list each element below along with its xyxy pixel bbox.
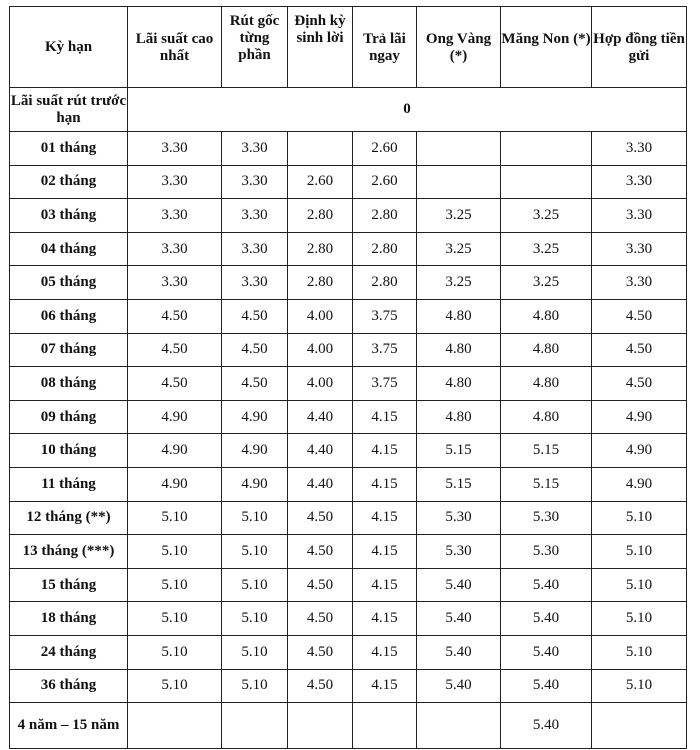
term-cell: 36 tháng xyxy=(10,669,128,703)
rate-cell: 3.75 xyxy=(353,333,417,367)
table-row xyxy=(10,299,687,333)
rate-cell xyxy=(222,703,288,749)
rate-cell xyxy=(592,703,687,749)
term-cell: 06 tháng xyxy=(10,299,128,333)
rate-cell: 3.30 xyxy=(592,232,687,266)
table-row xyxy=(10,434,687,468)
rate-cell: 5.40 xyxy=(417,568,501,602)
rate-cell: 5.40 xyxy=(417,635,501,669)
rate-cell: 5.10 xyxy=(222,635,288,669)
rate-cell: 5.15 xyxy=(501,434,592,468)
rate-cell: 3.30 xyxy=(592,132,687,166)
rate-cell: 5.40 xyxy=(501,635,592,669)
rate-cell: 3.30 xyxy=(128,232,222,266)
header-mang-non: Măng Non (*) xyxy=(501,7,592,88)
rate-cell: 4.90 xyxy=(222,467,288,501)
term-cell: 12 tháng (**) xyxy=(10,501,128,535)
term-cell: 24 tháng xyxy=(10,635,128,669)
rate-cell: 3.30 xyxy=(222,266,288,300)
interest-rate-table xyxy=(9,6,687,749)
term-cell: 10 tháng xyxy=(10,434,128,468)
rate-cell: 4.15 xyxy=(353,467,417,501)
rate-cell: 4.80 xyxy=(501,333,592,367)
table-row xyxy=(10,367,687,401)
term-cell: 01 tháng xyxy=(10,132,128,166)
rate-cell: 3.30 xyxy=(128,199,222,233)
header-periodic-profit: Định kỳ sinh lời xyxy=(288,7,353,88)
rate-cell: 4.50 xyxy=(288,669,353,703)
header-upfront-interest: Trả lãi ngay xyxy=(353,7,417,88)
rate-cell: 5.10 xyxy=(128,635,222,669)
rate-cell: 3.30 xyxy=(128,266,222,300)
header-highest-rate: Lãi suất cao nhất xyxy=(128,7,222,88)
rate-cell: 3.25 xyxy=(417,266,501,300)
rate-cell: 5.10 xyxy=(222,535,288,569)
table-row xyxy=(10,602,687,636)
early-withdrawal-value: 0 xyxy=(128,88,687,132)
rate-cell: 4.00 xyxy=(288,299,353,333)
rate-cell: 4.80 xyxy=(501,367,592,401)
rate-cell xyxy=(501,132,592,166)
rate-cell: 4.00 xyxy=(288,367,353,401)
rate-cell: 5.10 xyxy=(222,669,288,703)
rate-cell: 2.60 xyxy=(353,132,417,166)
rate-cell: 4.15 xyxy=(353,501,417,535)
early-withdrawal-row xyxy=(10,88,687,132)
term-cell: 04 tháng xyxy=(10,232,128,266)
rate-cell: 5.10 xyxy=(592,602,687,636)
rate-cell: 3.25 xyxy=(501,199,592,233)
rate-cell: 4.80 xyxy=(417,299,501,333)
rate-cell: 4.15 xyxy=(353,434,417,468)
rate-cell: 4.50 xyxy=(288,635,353,669)
early-withdrawal-label: Lãi suất rút trước hạn xyxy=(10,88,128,132)
term-cell: 15 tháng xyxy=(10,568,128,602)
rate-cell: 4.90 xyxy=(592,467,687,501)
rate-cell xyxy=(128,703,222,749)
rate-cell xyxy=(353,703,417,749)
rate-cell: 2.80 xyxy=(288,199,353,233)
rate-cell: 4.50 xyxy=(592,367,687,401)
rate-cell: 5.10 xyxy=(128,535,222,569)
table-row xyxy=(10,165,687,199)
rate-cell xyxy=(501,165,592,199)
rate-cell: 5.10 xyxy=(592,635,687,669)
rate-cell: 4.50 xyxy=(288,602,353,636)
rate-cell: 4.80 xyxy=(417,367,501,401)
table-row xyxy=(10,669,687,703)
rate-cell xyxy=(417,165,501,199)
term-cell: 03 tháng xyxy=(10,199,128,233)
rate-cell xyxy=(288,132,353,166)
rate-cell xyxy=(288,703,353,749)
table-row xyxy=(10,703,687,749)
rate-cell: 4.40 xyxy=(288,400,353,434)
rate-cell: 5.40 xyxy=(417,669,501,703)
rate-cell: 5.10 xyxy=(128,669,222,703)
header-deposit-contract: Hợp đồng tiền gửi xyxy=(592,7,687,88)
rate-cell: 5.10 xyxy=(128,501,222,535)
rate-cell: 4.90 xyxy=(222,434,288,468)
rate-cell: 3.30 xyxy=(128,165,222,199)
header-partial-withdrawal: Rút gốc từng phần xyxy=(222,7,288,88)
rate-cell: 4.90 xyxy=(592,434,687,468)
rate-cell: 3.30 xyxy=(222,199,288,233)
rate-cell: 4.40 xyxy=(288,434,353,468)
rate-cell: 4.50 xyxy=(288,535,353,569)
rate-cell: 3.75 xyxy=(353,367,417,401)
rate-cell: 4.80 xyxy=(417,333,501,367)
rate-cell: 5.10 xyxy=(592,535,687,569)
rate-cell: 4.15 xyxy=(353,568,417,602)
header-row xyxy=(10,7,687,88)
rate-cell: 5.10 xyxy=(128,568,222,602)
header-term: Kỳ hạn xyxy=(10,7,128,88)
rate-cell: 4.90 xyxy=(128,467,222,501)
rate-cell: 4.90 xyxy=(592,400,687,434)
rate-cell: 4.15 xyxy=(353,535,417,569)
term-cell: 18 tháng xyxy=(10,602,128,636)
rate-cell: 4.90 xyxy=(128,400,222,434)
rate-cell: 5.30 xyxy=(417,501,501,535)
rate-cell: 4.80 xyxy=(501,299,592,333)
rate-cell: 2.80 xyxy=(353,199,417,233)
rate-cell: 5.15 xyxy=(417,467,501,501)
rate-cell: 4.50 xyxy=(128,299,222,333)
rate-cell: 4.40 xyxy=(288,467,353,501)
rate-cell: 5.40 xyxy=(417,602,501,636)
rate-cell: 4.50 xyxy=(128,367,222,401)
rate-cell: 4.50 xyxy=(592,333,687,367)
term-cell: 02 tháng xyxy=(10,165,128,199)
rate-cell: 5.40 xyxy=(501,568,592,602)
rate-cell: 5.10 xyxy=(592,669,687,703)
rate-cell: 2.60 xyxy=(288,165,353,199)
term-cell: 07 tháng xyxy=(10,333,128,367)
rate-cell: 2.60 xyxy=(353,165,417,199)
rate-cell: 3.25 xyxy=(501,266,592,300)
rate-cell: 2.80 xyxy=(288,232,353,266)
term-cell: 11 tháng xyxy=(10,467,128,501)
table-row xyxy=(10,199,687,233)
rate-cell: 4.90 xyxy=(128,434,222,468)
rate-cell: 5.10 xyxy=(222,568,288,602)
term-cell: 13 tháng (***) xyxy=(10,535,128,569)
rate-cell: 4.15 xyxy=(353,400,417,434)
rate-cell: 4.50 xyxy=(288,568,353,602)
rate-cell: 4.50 xyxy=(222,367,288,401)
term-cell: 4 năm – 15 năm xyxy=(10,703,128,749)
header-ong-vang: Ong Vàng (*) xyxy=(417,7,501,88)
rate-cell: 4.80 xyxy=(417,400,501,434)
rate-cell xyxy=(417,703,501,749)
rate-cell: 5.30 xyxy=(501,535,592,569)
rate-cell xyxy=(417,132,501,166)
rate-cell: 5.15 xyxy=(501,467,592,501)
rate-cell: 3.30 xyxy=(222,232,288,266)
rate-cell: 5.10 xyxy=(222,501,288,535)
rate-cell: 5.40 xyxy=(501,602,592,636)
rate-cell: 3.30 xyxy=(128,132,222,166)
table-row xyxy=(10,400,687,434)
rate-cell: 4.50 xyxy=(222,299,288,333)
rate-cell: 3.25 xyxy=(417,232,501,266)
rate-cell: 3.25 xyxy=(501,232,592,266)
table-row xyxy=(10,132,687,166)
table-row xyxy=(10,501,687,535)
table-row xyxy=(10,467,687,501)
rate-cell: 5.10 xyxy=(128,602,222,636)
rate-cell: 5.40 xyxy=(501,669,592,703)
table-row xyxy=(10,232,687,266)
rate-cell: 4.15 xyxy=(353,635,417,669)
rate-cell: 5.10 xyxy=(592,568,687,602)
table-row xyxy=(10,266,687,300)
rate-cell: 4.00 xyxy=(288,333,353,367)
rate-cell: 5.10 xyxy=(592,501,687,535)
rate-cell: 4.90 xyxy=(222,400,288,434)
term-cell: 09 tháng xyxy=(10,400,128,434)
rate-cell: 5.15 xyxy=(417,434,501,468)
rate-cell: 5.10 xyxy=(222,602,288,636)
table-row xyxy=(10,635,687,669)
term-cell: 05 tháng xyxy=(10,266,128,300)
table-row xyxy=(10,568,687,602)
rate-cell: 4.80 xyxy=(501,400,592,434)
term-cell: 08 tháng xyxy=(10,367,128,401)
rate-cell: 3.30 xyxy=(592,199,687,233)
rate-cell: 3.30 xyxy=(222,132,288,166)
rate-cell: 2.80 xyxy=(353,266,417,300)
rate-cell: 4.50 xyxy=(222,333,288,367)
rate-cell: 5.30 xyxy=(501,501,592,535)
rate-cell: 4.50 xyxy=(128,333,222,367)
rate-cell: 2.80 xyxy=(353,232,417,266)
rate-cell: 4.15 xyxy=(353,669,417,703)
rate-cell: 4.50 xyxy=(288,501,353,535)
rate-cell: 4.15 xyxy=(353,602,417,636)
rate-cell: 5.30 xyxy=(417,535,501,569)
rate-cell: 3.30 xyxy=(222,165,288,199)
table-row xyxy=(10,535,687,569)
rate-cell: 3.30 xyxy=(592,266,687,300)
rate-cell: 5.40 xyxy=(501,703,592,749)
rate-cell: 4.50 xyxy=(592,299,687,333)
rate-cell: 3.30 xyxy=(592,165,687,199)
rate-cell: 2.80 xyxy=(288,266,353,300)
table-row xyxy=(10,333,687,367)
rate-cell: 3.25 xyxy=(417,199,501,233)
rate-cell: 3.75 xyxy=(353,299,417,333)
